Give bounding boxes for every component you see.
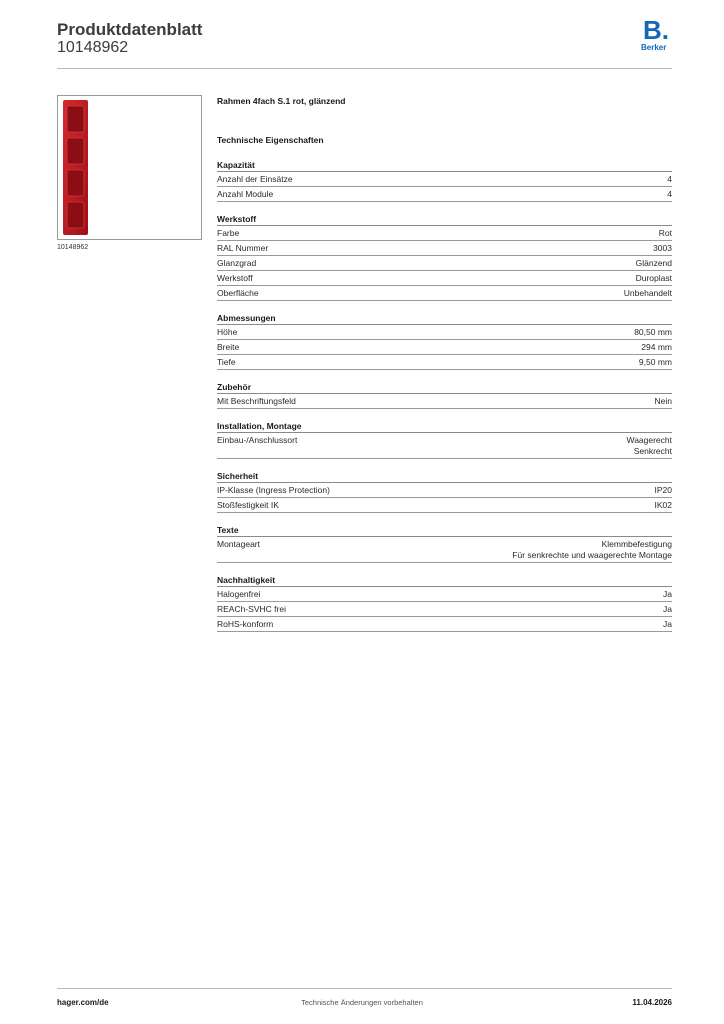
footer-website: hager.com/de	[57, 998, 109, 1007]
spec-value	[641, 342, 672, 353]
section-title: Zubehör	[217, 381, 672, 394]
spec-section	[217, 213, 672, 301]
spec-value	[636, 258, 672, 269]
section-title: Sicherheit	[217, 470, 672, 483]
footer-note: Technische Änderungen vorbehalten	[301, 998, 423, 1007]
spec-value	[655, 485, 673, 496]
spec-value-line: 4	[667, 173, 672, 184]
spec-subheading: Technische Eigenschaften	[217, 135, 324, 145]
spec-key: Tiefe	[217, 356, 236, 367]
spec-row	[217, 226, 672, 241]
spec-key: Montageart	[217, 538, 260, 549]
spec-key: Glanzgrad	[217, 257, 257, 268]
spec-value-line: 4	[667, 188, 672, 199]
spec-value	[653, 243, 672, 254]
spec-key: Höhe	[217, 326, 238, 337]
spec-value	[667, 189, 672, 200]
spec-value-line: Glänzend	[635, 257, 672, 268]
spec-value-line: Unbehandelt	[623, 287, 672, 298]
spec-value	[655, 500, 673, 511]
spec-sections	[217, 159, 672, 632]
spec-section	[217, 381, 672, 409]
spec-value	[659, 228, 672, 239]
spec-section	[217, 574, 672, 632]
spec-key: Anzahl der Einsätze	[217, 173, 293, 184]
section-title: Abmessungen	[217, 312, 672, 325]
spec-value-line: Duroplast	[635, 272, 672, 283]
spec-value	[663, 604, 672, 615]
spec-value-line: Klemmbefestigung	[601, 538, 672, 549]
spec-key: IP-Klasse (Ingress Protection)	[217, 484, 330, 495]
spec-key: REACh-SVHC frei	[217, 603, 286, 614]
spec-value-line: 80,50 mm	[634, 326, 672, 337]
section-title: Kapazität	[217, 159, 672, 172]
spec-key: Farbe	[217, 227, 240, 238]
spec-section	[217, 159, 672, 202]
product-image	[57, 95, 202, 240]
spec-value	[663, 619, 672, 630]
spec-row	[217, 325, 672, 340]
spec-key: Halogenfrei	[217, 588, 261, 599]
spec-row	[217, 187, 672, 202]
spec-row	[217, 617, 672, 632]
spec-row	[217, 483, 672, 498]
spec-section	[217, 420, 672, 459]
spec-row	[217, 433, 672, 459]
header-divider	[57, 68, 672, 69]
spec-value	[663, 589, 672, 600]
spec-row	[217, 498, 672, 513]
section-title: Installation, Montage	[217, 420, 672, 433]
spec-value-line: Nein	[654, 395, 672, 406]
section-title: Texte	[217, 524, 672, 537]
spec-key: Werkstoff	[217, 272, 253, 283]
frame-illustration	[58, 96, 201, 239]
spec-value	[636, 273, 672, 284]
spec-value-line: Rot	[658, 227, 672, 238]
spec-key: Stoßfestigkeit IK	[217, 499, 279, 510]
spec-value-line: 3003	[653, 242, 672, 253]
logo-mark: B.	[643, 15, 669, 45]
spec-section	[217, 312, 672, 370]
spec-section	[217, 524, 672, 563]
spec-value-line: Ja	[663, 603, 672, 614]
footer-date: 11.04.2026	[632, 998, 672, 1007]
spec-value-line: 294 mm	[641, 341, 672, 352]
spec-row	[217, 537, 672, 563]
spec-value	[634, 327, 672, 338]
spec-section	[217, 470, 672, 513]
spec-value-line: Senkrecht	[633, 445, 672, 456]
product-name: Rahmen 4fach S.1 rot, glänzend	[217, 96, 346, 106]
spec-key: RoHS-konform	[217, 618, 274, 629]
spec-row	[217, 256, 672, 271]
spec-value-line: Für senkrechte und waagerechte Montage	[512, 549, 672, 560]
logo-text: Berker	[641, 43, 667, 52]
spec-row	[217, 286, 672, 301]
document-number: 10148962	[57, 39, 129, 56]
spec-value	[667, 174, 672, 185]
spec-value-line: IK02	[654, 499, 672, 510]
spec-value-line: Waagerecht	[626, 434, 672, 445]
section-title: Werkstoff	[217, 213, 672, 226]
spec-row	[217, 340, 672, 355]
spec-content	[217, 96, 672, 643]
section-title: Nachhaltigkeit	[217, 574, 672, 587]
footer-divider	[57, 988, 672, 989]
spec-key: Einbau-/Anschlussort	[217, 434, 298, 445]
spec-key: Breite	[217, 341, 240, 352]
spec-key: Oberfläche	[217, 287, 259, 298]
spec-row	[217, 241, 672, 256]
spec-value-line: IP20	[654, 484, 672, 495]
spec-value	[639, 357, 672, 368]
spec-key: RAL Nummer	[217, 242, 269, 253]
spec-row	[217, 602, 672, 617]
spec-row	[217, 355, 672, 370]
spec-row	[217, 587, 672, 602]
spec-row	[217, 271, 672, 286]
spec-value	[512, 539, 672, 561]
spec-value-line: Ja	[663, 618, 672, 629]
spec-row	[217, 394, 672, 409]
spec-value-line: 9,50 mm	[638, 356, 672, 367]
spec-key: Mit Beschriftungsfeld	[217, 395, 296, 406]
document-title: Produktdatenblatt	[57, 20, 203, 39]
spec-value	[655, 396, 672, 407]
image-caption: 10148962	[57, 244, 89, 251]
spec-row	[217, 172, 672, 187]
spec-key: Anzahl Module	[217, 188, 274, 199]
spec-value	[626, 435, 672, 457]
spec-value-line: Ja	[663, 588, 672, 599]
spec-value	[624, 288, 672, 299]
berker-logo	[639, 17, 675, 53]
